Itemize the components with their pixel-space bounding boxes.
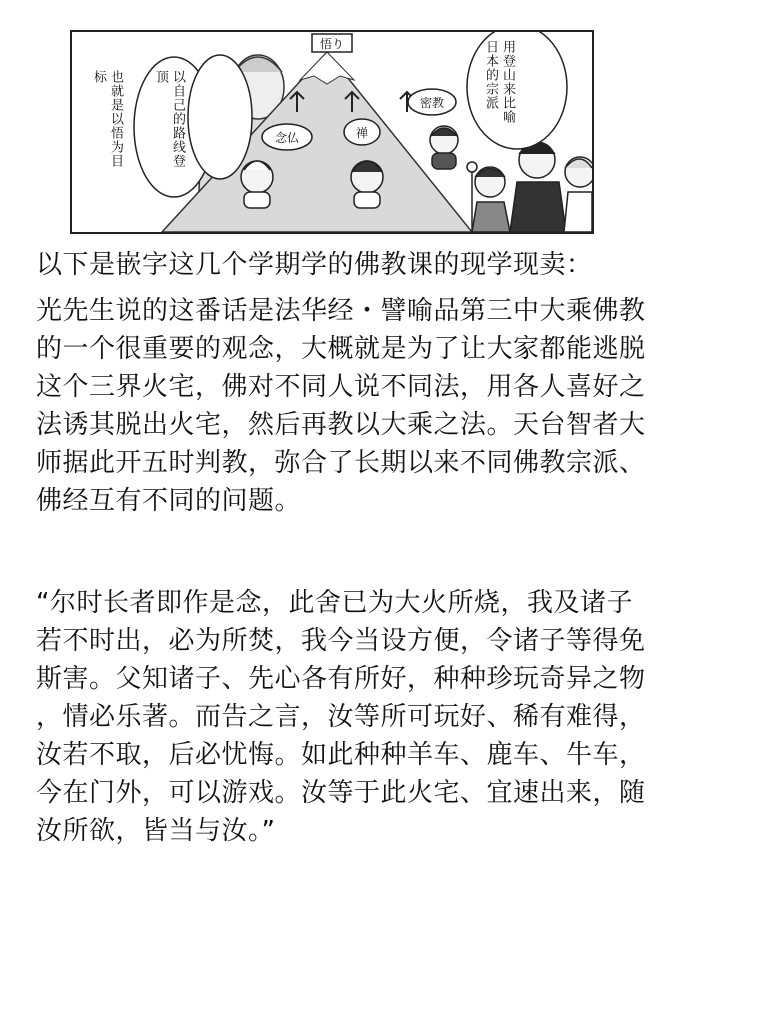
summit-sign: 悟り [319, 37, 344, 51]
paragraph-line: 佛经互有不同的问题。 [36, 486, 302, 516]
quote-line: 汝若不取，后必忧悔。如此种种羊车、鹿车、牛车， [36, 740, 646, 770]
paragraph-line: 师据此开五时判教，弥合了长期以来不同佛教宗派、 [36, 448, 646, 478]
quote-line: 斯害。父知诸子、先心各有所好，种种珍玩奇异之物 [36, 664, 646, 694]
article-body [36, 246, 736, 850]
paragraph-line: 光先生说的这番话是法华经・譬喻品第三中大乘佛教 [36, 296, 646, 326]
paragraph-1 [36, 292, 736, 520]
paragraph-line: 的一个很重要的观念，大概就是为了让大家都能逃脱 [36, 334, 646, 364]
zen-plate: 禅 [355, 126, 368, 140]
intro-line: 以下是嵌字这几个学期学的佛教课的现学现卖： [36, 250, 593, 280]
quote-line: ，情必乐著。而告之言，汝等所可玩好、稀有难得， [36, 702, 646, 732]
quote-line: 若不时出，必为所焚，我今当设方便，令诸子等得免 [36, 626, 646, 656]
speech-bubble-right: 用登山来比喻日本的宗派 [483, 40, 515, 124]
quote-line: 汝所欲，皆当与汝。” [36, 816, 276, 846]
esoteric-plate: 密教 [419, 96, 444, 110]
quote-line: 今在门外，可以游戏。汝等于此火宅、宜速出来，随 [36, 778, 646, 808]
paragraph-line: 法诱其脱出火宅，然后再教以大乘之法。天台智者大 [36, 410, 646, 440]
speech-bubble-left-inner: 以自己的路线登顶 [153, 70, 185, 168]
quote-line: “尔时长者即作是念，此舍已为大火所烧，我及诸子 [36, 588, 633, 618]
paragraph-2-quote [36, 584, 736, 850]
paragraph-spacer [36, 520, 736, 584]
character-group [467, 142, 592, 232]
paragraph-line: 这个三界火宅，佛对不同人说不同法，用各人喜好之 [36, 372, 646, 402]
manga-panel [70, 30, 594, 234]
nenbutsu-plate: 念仏 [274, 131, 299, 145]
speech-bubble-left-outer: 也就是以悟为目标 [91, 70, 123, 168]
